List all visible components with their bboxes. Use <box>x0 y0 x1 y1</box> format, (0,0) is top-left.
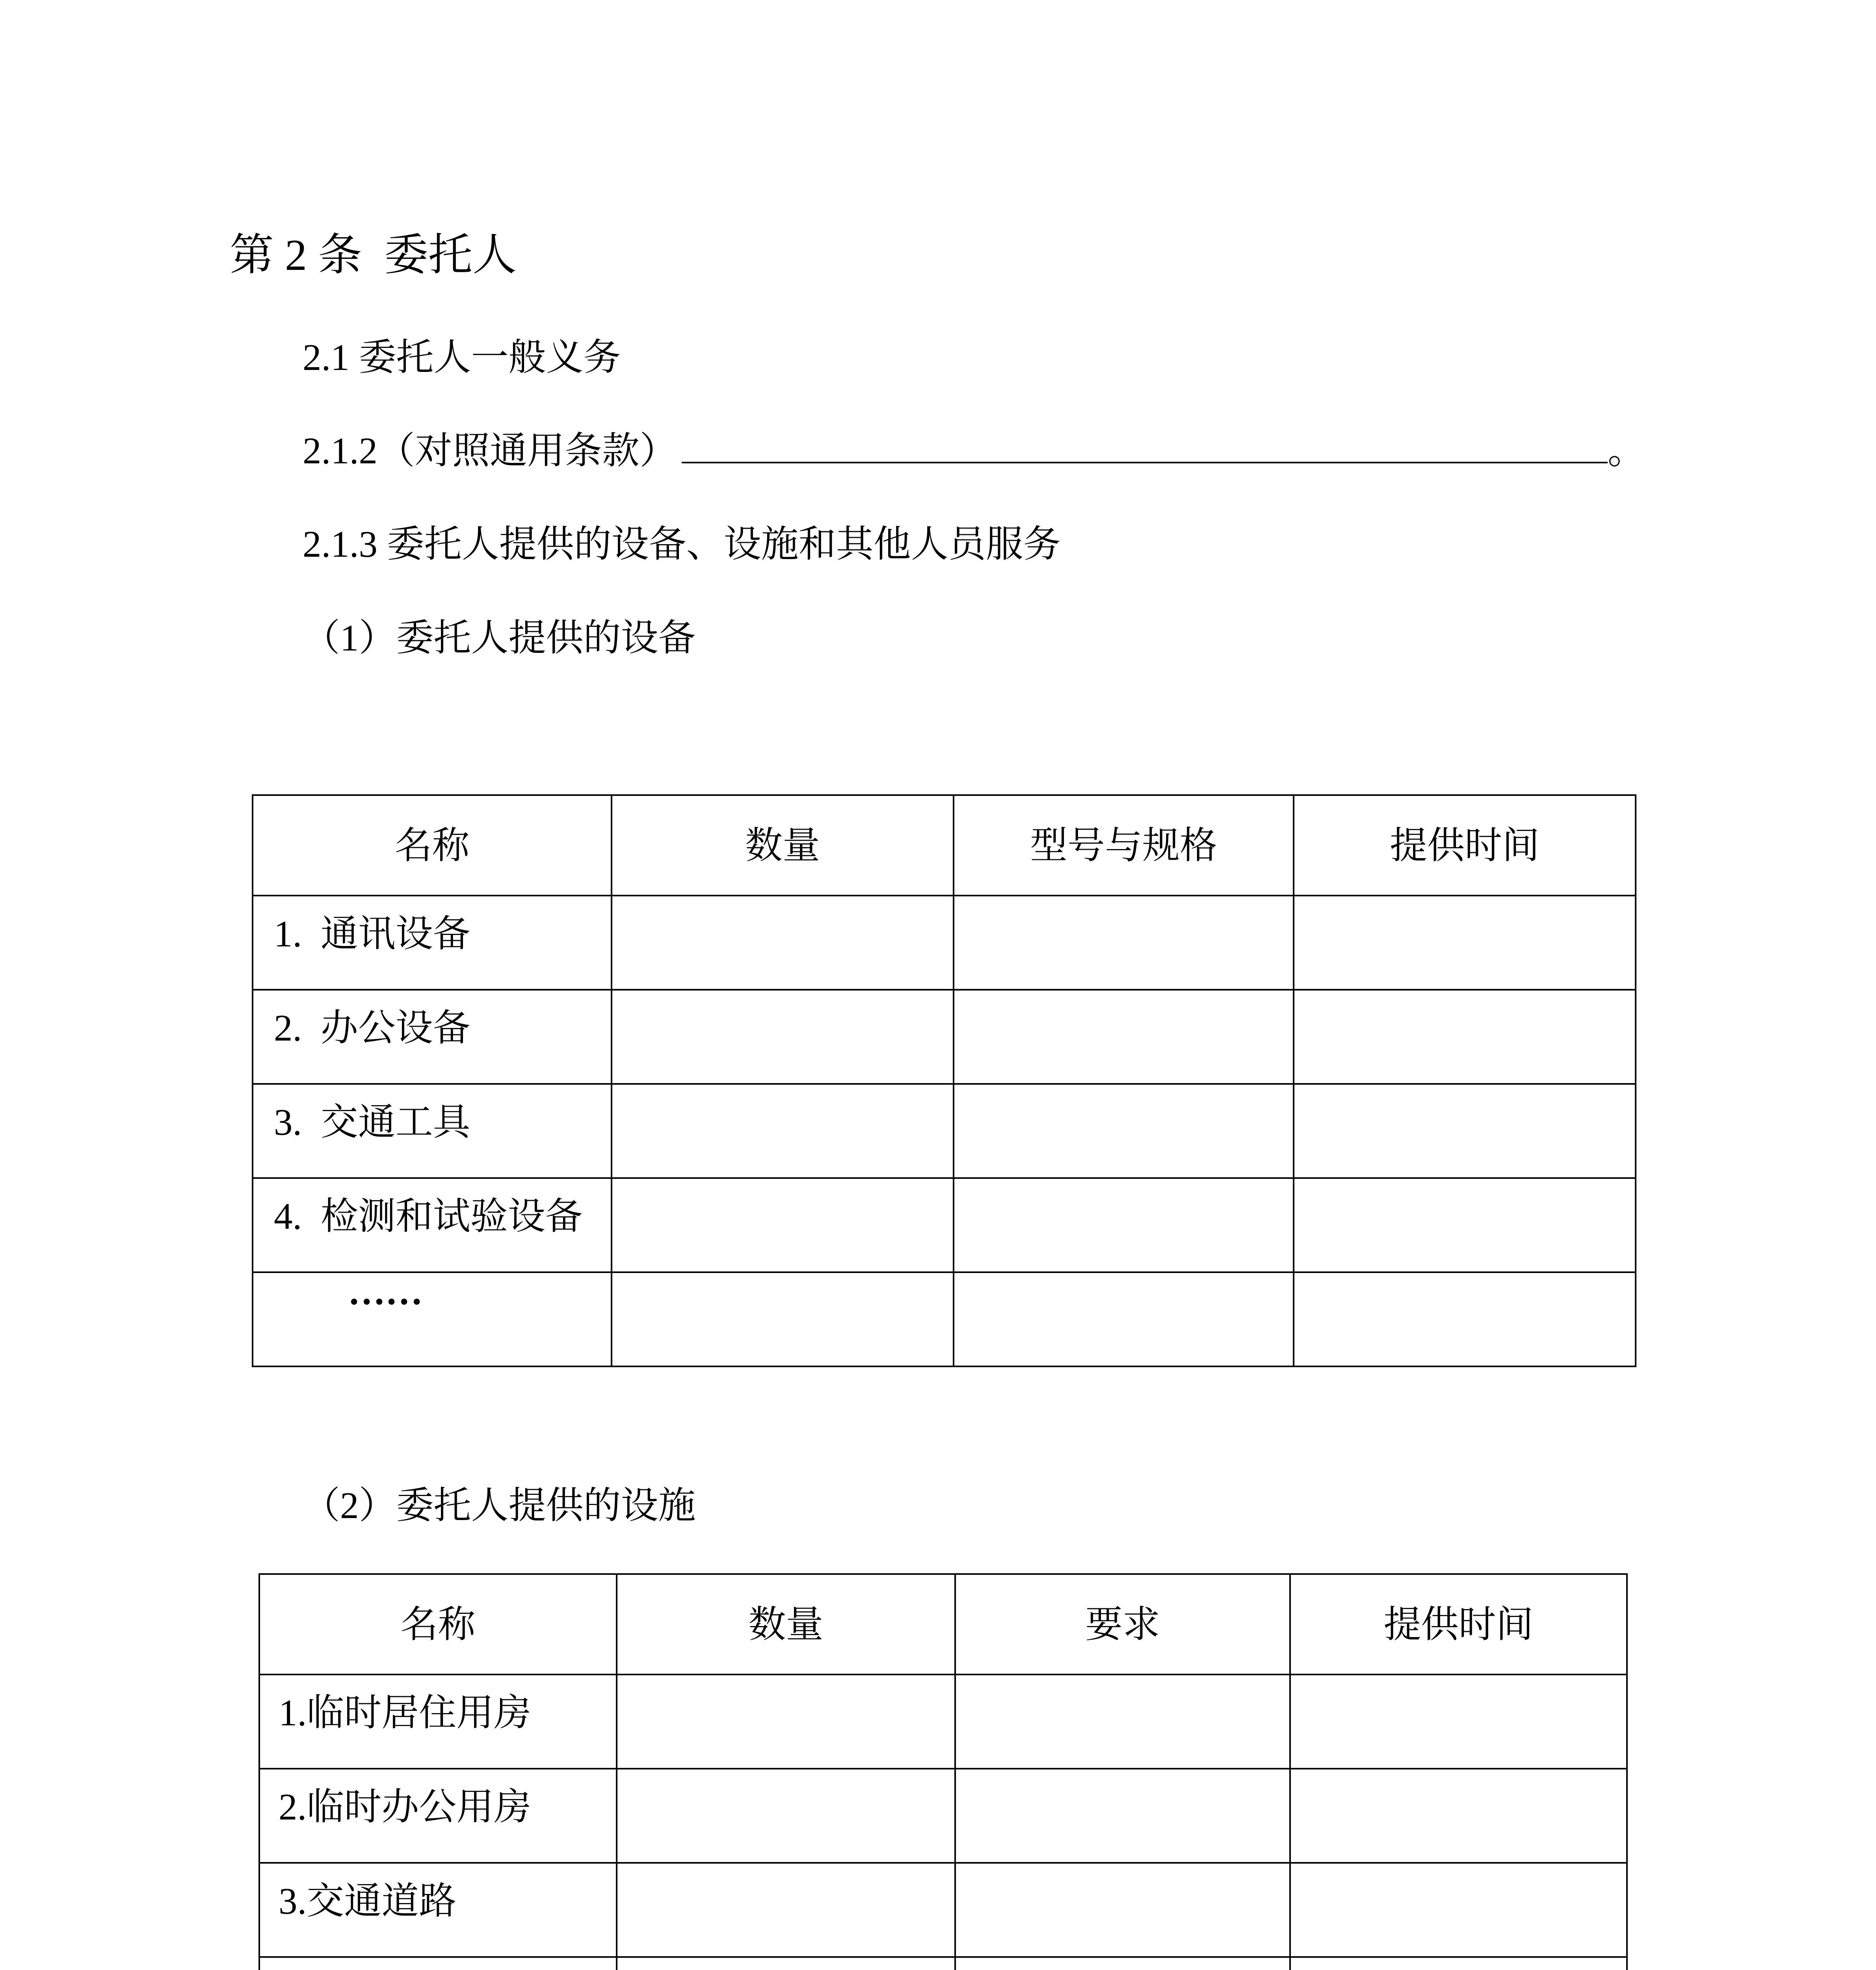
facilities-heading <box>303 1483 696 1528</box>
column-header-model-spec: 型号与规格 <box>954 795 1294 896</box>
quantity-cell <box>617 1769 955 1863</box>
requirements-cell <box>955 1769 1290 1863</box>
quantity-cell <box>617 1674 955 1769</box>
table-row <box>253 1272 1636 1366</box>
facilities-heading-text: （2）委托人提供的设施 <box>303 1485 696 1526</box>
model-spec-cell <box>954 1272 1294 1366</box>
fill-in-blank <box>682 430 1608 463</box>
table-row <box>253 1084 1636 1178</box>
equipment-table <box>252 794 1636 1367</box>
provision-time-cell <box>1290 1769 1627 1863</box>
provision-time-cell <box>1294 1272 1636 1366</box>
quantity-cell <box>612 1272 954 1366</box>
table-row <box>259 1674 1627 1769</box>
table-row <box>253 990 1636 1084</box>
item-name-cell: 3.交通道路 <box>259 1863 617 1957</box>
clause-2-1-2-text: 2.1.2（对照通用条款） <box>303 430 677 472</box>
model-spec-cell <box>954 1178 1294 1272</box>
model-spec-cell <box>954 896 1294 990</box>
quantity-cell <box>617 1957 955 1970</box>
section-heading-text: 2.1 委托人一般义务 <box>303 336 621 378</box>
equipment-heading <box>303 615 696 660</box>
provision-time-cell <box>1294 1084 1636 1178</box>
requirements-cell <box>955 1674 1290 1769</box>
table-row <box>259 1863 1627 1957</box>
article-title: 第 2 条 委托人 <box>230 231 517 280</box>
table-row <box>259 1957 1627 1970</box>
item-name-cell: 4. 检测和试验设备 <box>253 1178 612 1272</box>
quantity-cell <box>612 1178 954 1272</box>
provision-time-cell <box>1290 1957 1627 1970</box>
provision-time-cell <box>1290 1674 1627 1769</box>
column-header-name: 名称 <box>259 1574 617 1674</box>
item-name-cell: 2.临时办公用房 <box>259 1769 617 1863</box>
item-name-cell: 3. 交通工具 <box>253 1084 612 1178</box>
table-header-row <box>253 795 1636 896</box>
item-name-cell: 1. 通讯设备 <box>253 896 612 990</box>
provision-time-cell <box>1290 1863 1627 1957</box>
clause-2-1-2-end-mark: 。 <box>1608 430 1645 472</box>
item-name-cell: 2. 办公设备 <box>253 990 612 1084</box>
clause-2-1-3 <box>303 522 1061 567</box>
requirements-cell <box>955 1957 1290 1970</box>
provision-time-cell <box>1294 990 1636 1084</box>
item-name-cell-ellipsis: …… <box>253 1272 612 1366</box>
table-row <box>259 1769 1627 1863</box>
quantity-cell <box>612 1084 954 1178</box>
column-header-provision-time: 提供时间 <box>1290 1574 1627 1674</box>
table-row <box>253 1178 1636 1272</box>
column-header-requirements: 要求 <box>955 1574 1290 1674</box>
column-header-name: 名称 <box>253 795 612 896</box>
model-spec-cell <box>954 1084 1294 1178</box>
section-heading <box>303 335 621 380</box>
equipment-heading-text: （1）委托人提供的设备 <box>303 617 696 659</box>
quantity-cell <box>612 990 954 1084</box>
model-spec-cell <box>954 990 1294 1084</box>
quantity-cell <box>617 1863 955 1957</box>
column-header-quantity: 数量 <box>612 795 954 896</box>
facilities-table <box>258 1573 1628 1970</box>
item-name-cell <box>259 1957 617 1970</box>
provision-time-cell <box>1294 896 1636 990</box>
table-header-row <box>259 1574 1627 1674</box>
column-header-provision-time: 提供时间 <box>1294 795 1636 896</box>
quantity-cell <box>612 896 954 990</box>
requirements-cell <box>955 1863 1290 1957</box>
provision-time-cell <box>1294 1178 1636 1272</box>
clause-2-1-2 <box>303 428 1645 473</box>
table-row <box>253 896 1636 990</box>
column-header-quantity: 数量 <box>617 1574 955 1674</box>
clause-2-1-3-text: 2.1.3 委托人提供的设备、设施和其他人员服务 <box>303 523 1061 565</box>
item-name-cell: 1.临时居住用房 <box>259 1674 617 1769</box>
